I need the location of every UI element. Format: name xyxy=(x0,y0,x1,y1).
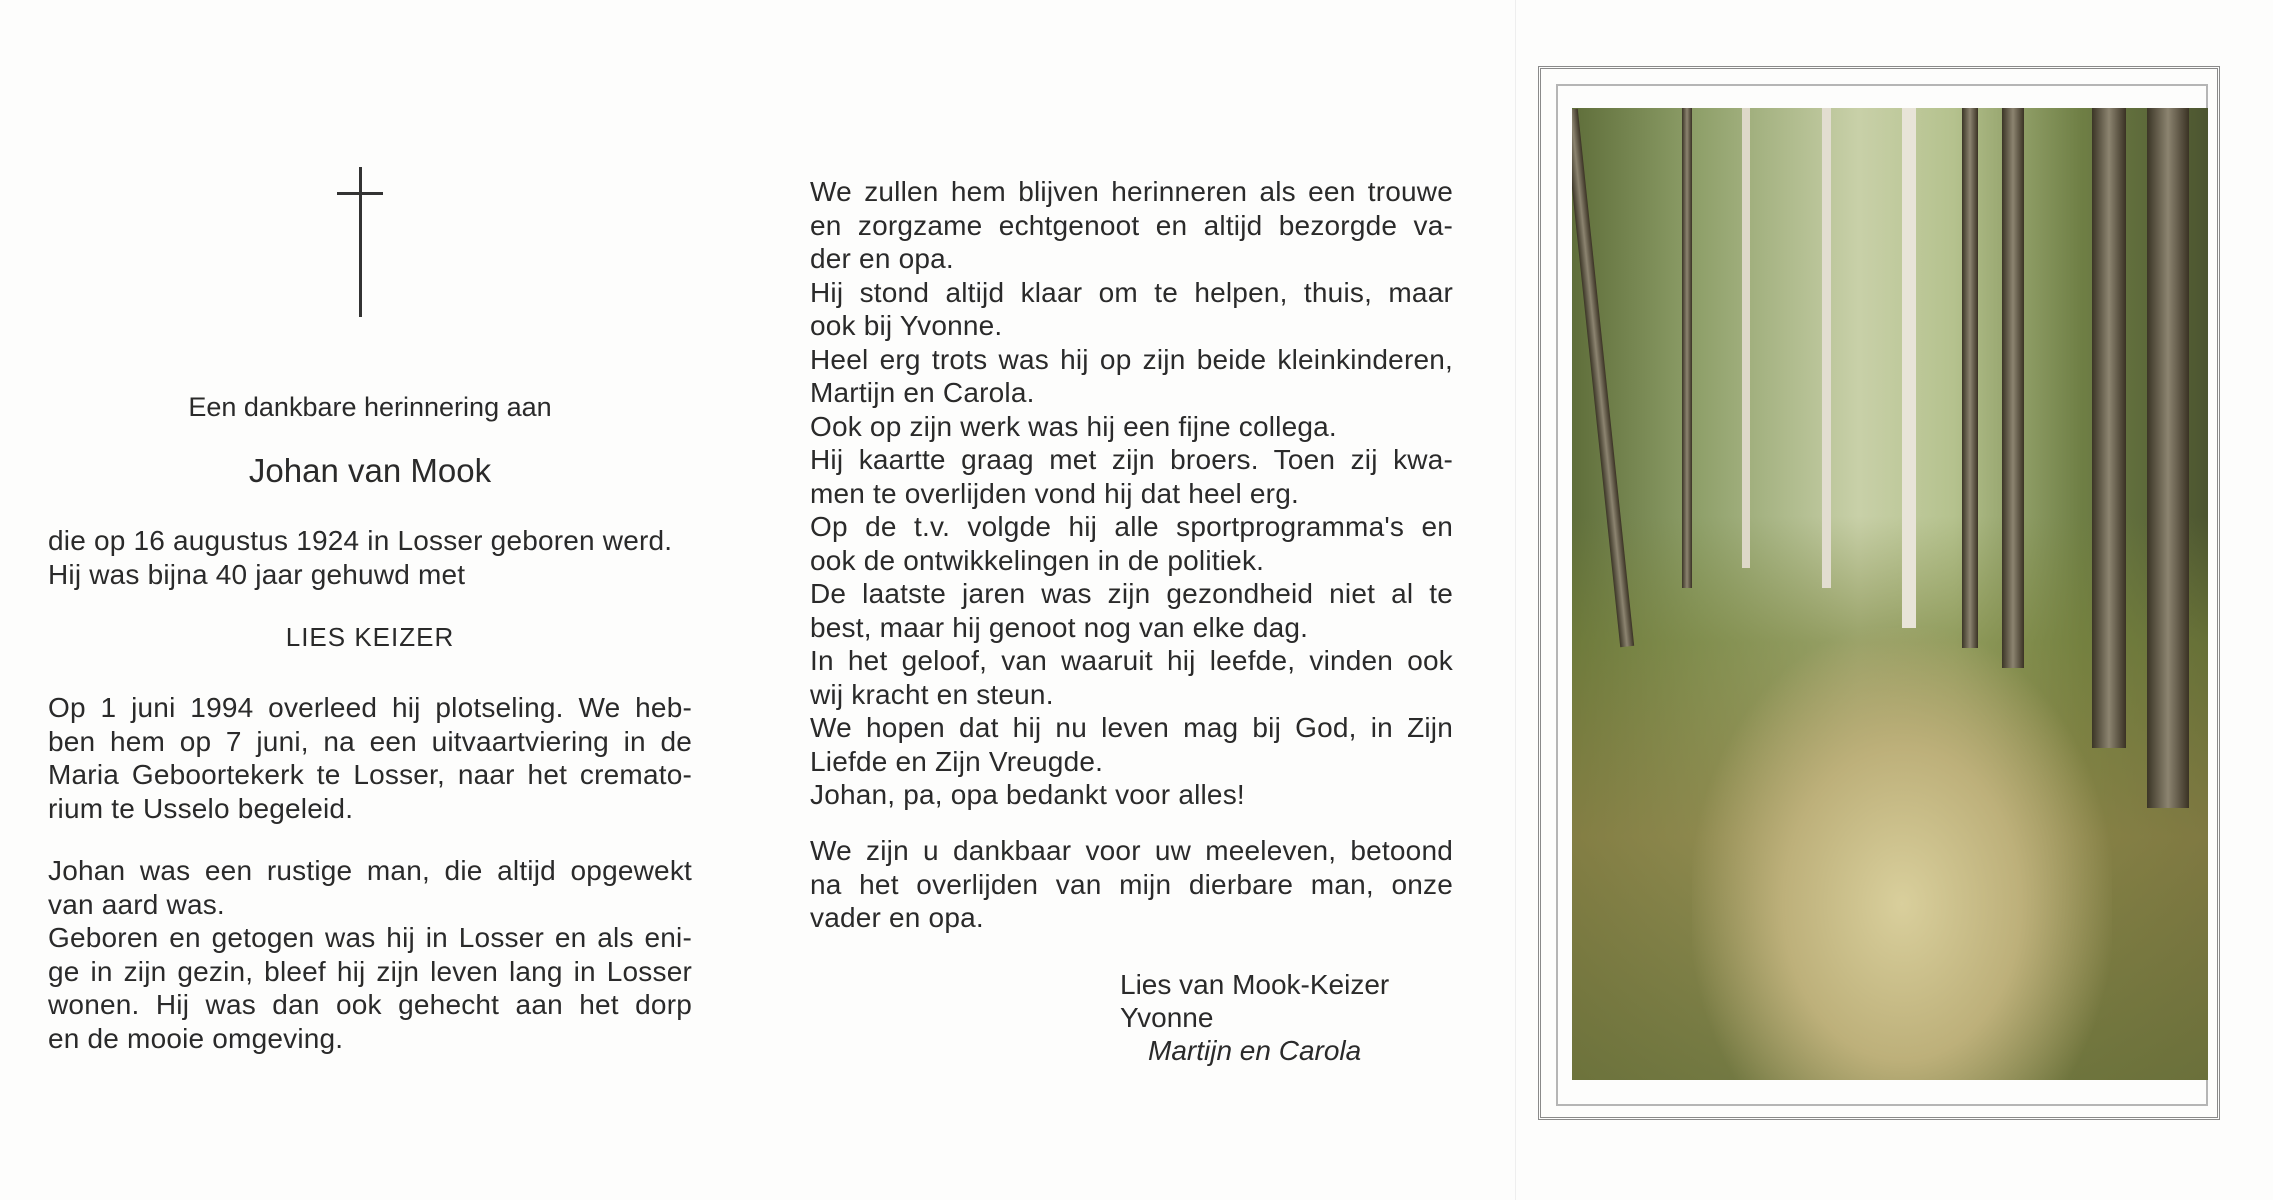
text-line: ook bij Yvonne. xyxy=(810,310,1003,341)
death-paragraph xyxy=(48,691,692,825)
text-line: Maria Geboortekerk te Losser, naar het cremato- xyxy=(48,759,692,790)
memory-paragraph xyxy=(810,175,1453,812)
text-line: Johan was een rustige man, die altijd opgewekt xyxy=(48,855,692,886)
text-line: na het overlijden van mijn dierbare man, onze xyxy=(810,868,1453,900)
text-line: Geboren en getogen was hij in Losser en als eni- xyxy=(48,922,692,953)
text-line: Hij stond altijd klaar om te helpen, thuis, maar xyxy=(810,276,1453,308)
deceased-name: Johan van Mook xyxy=(248,452,492,489)
text-line: In het geloof, van waaruit hij leefde, vinden ook xyxy=(810,645,1453,676)
text-line: best, maar hij genoot nog van elke dag. xyxy=(810,611,1309,643)
thanks-paragraph xyxy=(810,834,1453,935)
signature-daughter: Yvonne xyxy=(1120,1002,1214,1033)
text-line: en zorgzame echtgenoot en altijd bezorgde va- xyxy=(810,209,1453,241)
text-line: Johan, pa, opa bedankt voor alles! xyxy=(810,779,1245,810)
text-line: rium te Usselo begeleid. xyxy=(48,792,354,824)
forest-path-photo xyxy=(1572,108,2208,1080)
birth-text xyxy=(48,524,692,591)
text-line: Hij kaartte graag met zijn broers. Toen zij kwa- xyxy=(810,444,1453,475)
text-line: Ook op zijn werk was hij een fijne collega. xyxy=(810,410,1337,442)
text-line: ben hem op 7 juni, na een uitvaartviering in de xyxy=(48,725,692,757)
text-line: Liefde en Zijn Vreugde. xyxy=(810,745,1104,777)
text-line: ge in zijn gezin, bleef hij zijn leven lang in Losser xyxy=(48,955,692,987)
text-line: Op de t.v. volgde hij alle sportprogramma's en xyxy=(810,511,1453,542)
text-line: We zijn u dankbaar voor uw meeleven, betoond xyxy=(810,835,1453,866)
card-fold xyxy=(1515,0,1516,1200)
text-line: van aard was. xyxy=(48,888,225,920)
text-line: men te overlijden vond hij dat heel erg. xyxy=(810,477,1299,509)
text-line: wij kracht en steun. xyxy=(810,678,1054,710)
signature-spouse: Lies van Mook-Keizer xyxy=(1120,969,1390,1000)
intro-text: Een dankbare herinnering aan xyxy=(188,392,552,422)
text-line: der en opa. xyxy=(810,243,954,274)
signature-grandchildren: Martijn en Carola xyxy=(1148,1035,1362,1066)
text-line: ook de ontwikkelingen in de politiek. xyxy=(810,544,1265,576)
text-line: vader en opa. xyxy=(810,902,984,933)
text-line: Martijn en Carola. xyxy=(810,377,1035,408)
spouse-name: LIES KEIZER xyxy=(285,622,455,652)
text-line: Op 1 juni 1994 overleed hij plotseling. We heb- xyxy=(48,692,692,723)
text-line: We hopen dat hij nu leven mag bij God, in Zijn xyxy=(810,712,1453,743)
text-line: Heel erg trots was hij op zijn beide kleinkinderen, xyxy=(810,343,1453,375)
text-line: en de mooie omgeving. xyxy=(48,1022,344,1054)
text-line: die op 16 augustus 1924 in Losser geboren werd. xyxy=(48,525,673,556)
text-line: De laatste jaren was zijn gezondheid niet al te xyxy=(810,578,1453,609)
text-line: Hij was bijna 40 jaar gehuwd met xyxy=(48,558,466,590)
text-line: wonen. Hij was dan ook gehecht aan het dorp xyxy=(48,989,692,1020)
text-line: We zullen hem blijven herinneren als een trouwe xyxy=(810,176,1453,207)
life-paragraph xyxy=(48,854,692,1055)
